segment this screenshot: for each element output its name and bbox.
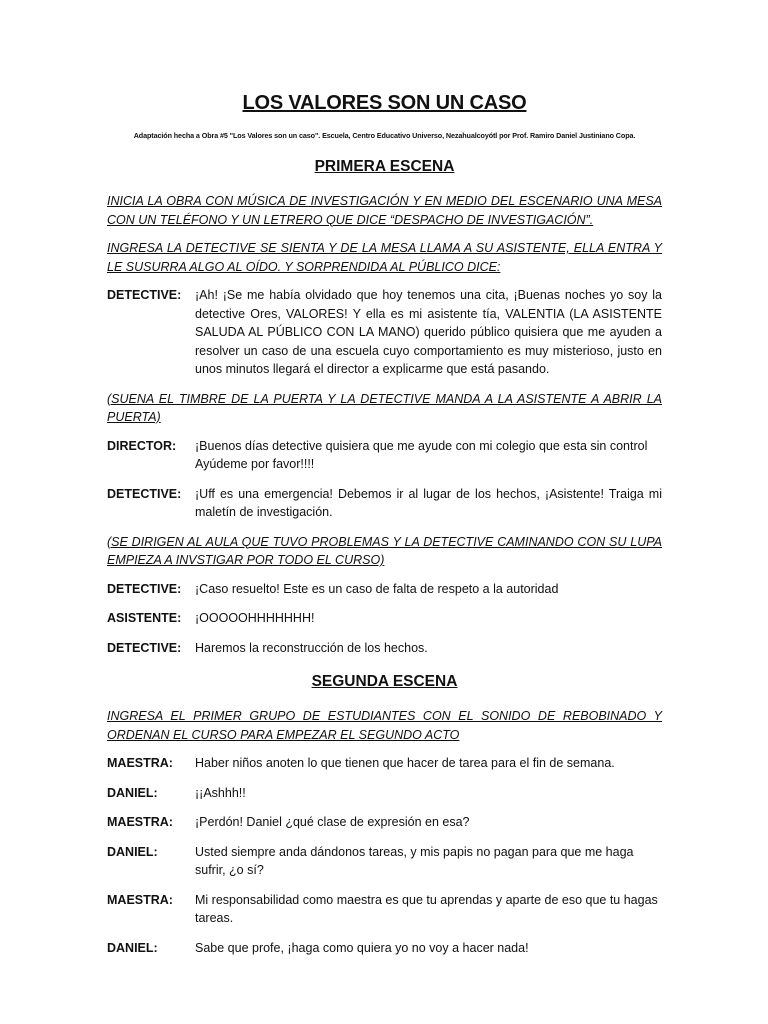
stage-direction: INGRESA EL PRIMER GRUPO DE ESTUDIANTES CON EL SONIDO DE REBOBINADO Y ORDENAN EL CURSO PARA EMPEZAR EL SEGUNDO ACTO — [107, 709, 662, 742]
dialogue-line — [107, 813, 662, 832]
document-title: LOS VALORES SON UN CASO — [242, 92, 527, 114]
dialogue-line — [107, 609, 662, 628]
dialogue-line — [107, 784, 662, 803]
speaker-name: DETECTIVE: — [107, 486, 182, 501]
speaker-name: DETECTIVE: — [107, 288, 182, 302]
speaker-name: MAESTRA: — [107, 892, 173, 907]
speech-text: Sabe que profe, ¡haga como quiera yo no voy a hacer nada! — [195, 940, 529, 955]
speech-text: ¡Ah! ¡Se me había olvidado que hoy tenemos una cita, ¡Buenas noches yo soy la detective Ores, VALORES! Y ella es mi asistente tía, VALENTIA (LA ASISTENTE SALUDA AL PÚBLICO CON LA MANO) querido público quisiera que me ayuden a resolver un caso de una escuela cuyo comportamiento es muy misterioso, justo en unos minutos llegará el director a explicarme que está pasando. — [195, 288, 662, 376]
speaker-name: MAESTRA: — [107, 756, 173, 770]
dialogue-line — [107, 580, 662, 599]
speech-text: Mi responsabilidad como maestra es que tu aprendas y aparte de eso que tu hagas tareas. — [195, 892, 658, 925]
scene-heading-2: SEGUNDA ESCENA — [311, 673, 458, 690]
dialogue-line — [107, 939, 662, 958]
document-subtitle: Adaptación hecha a Obra #5 "Los Valores son un caso". Escuela, Centro Educativo Universo, Nezahualcoyótl por Prof. Ramiro Daniel Justiniano Copa. — [133, 131, 636, 140]
speech-text: ¡OOOOOHHHHHHH! — [195, 611, 315, 625]
speaker-name: DANIEL: — [107, 940, 158, 955]
dialogue-line — [107, 754, 662, 773]
stage-direction: INICIA LA OBRA CON MÚSICA DE INVESTIGACIÓN Y EN MEDIO DEL ESCENARIO UNA MESA CON UN TELÉFONO Y UN LETRERO QUE DICE “DESPACHO DE INVESTIGACIÓN”. — [107, 194, 662, 227]
document-page — [107, 92, 662, 968]
scene-heading-1: PRIMERA ESCENA — [314, 158, 455, 175]
speaker-name: DANIEL: — [107, 785, 158, 800]
dialogue-line — [107, 437, 662, 474]
speech-text: Usted siempre anda dándonos tareas, y mis papis no pagan para que me haga sufrir, ¿o sí? — [195, 844, 634, 877]
speaker-name: ASISTENTE: — [107, 611, 182, 625]
speech-text: ¡Buenos días detective quisiera que me ayude con mi colegio que esta sin control Ayúdeme por favor!!!! — [195, 438, 648, 471]
stage-direction: (SUENA EL TIMBRE DE LA PUERTA Y LA DETECTIVE MANDA A LA ASISTENTE A ABRIR LA PUERTA) — [107, 391, 662, 424]
dialogue-line — [107, 485, 662, 522]
speech-text: ¡Uff es una emergencia! Debemos ir al lugar de los hechos, ¡Asistente! Traiga mi maletín de investigación. — [195, 486, 662, 519]
speech-text: ¡¡Ashhh!! — [195, 785, 246, 800]
dialogue-line — [107, 891, 662, 928]
speech-text: ¡Caso resuelto! Este es un caso de falta de respeto a la autoridad — [195, 581, 559, 596]
dialogue-line — [107, 286, 662, 379]
speaker-name: MAESTRA: — [107, 815, 173, 829]
speech-text: Haber niños anoten lo que tienen que hacer de tarea para el fin de semana. — [195, 756, 615, 770]
speaker-name: DANIEL: — [107, 844, 158, 859]
dialogue-line — [107, 639, 662, 658]
speaker-name: DETECTIVE: — [107, 640, 182, 655]
speech-text: Haremos la reconstrucción de los hechos. — [195, 640, 428, 655]
speaker-name: DIRECTOR: — [107, 438, 177, 453]
stage-direction: INGRESA LA DETECTIVE SE SIENTA Y DE LA MESA LLAMA A SU ASISTENTE, ELLA ENTRA Y LE SUSURRA ALGO AL OÍDO. Y SORPRENDIDA AL PÚBLICO DICE: — [107, 241, 662, 274]
dialogue-line — [107, 843, 662, 880]
stage-direction: (SE DIRIGEN AL AULA QUE TUVO PROBLEMAS Y LA DETECTIVE CAMINANDO CON SU LUPA EMPIEZA A INVSTIGAR POR TODO EL CURSO) — [107, 534, 662, 567]
speech-text: ¡Perdón! Daniel ¿qué clase de expresión en esa? — [195, 815, 470, 829]
speaker-name: DETECTIVE: — [107, 581, 182, 596]
